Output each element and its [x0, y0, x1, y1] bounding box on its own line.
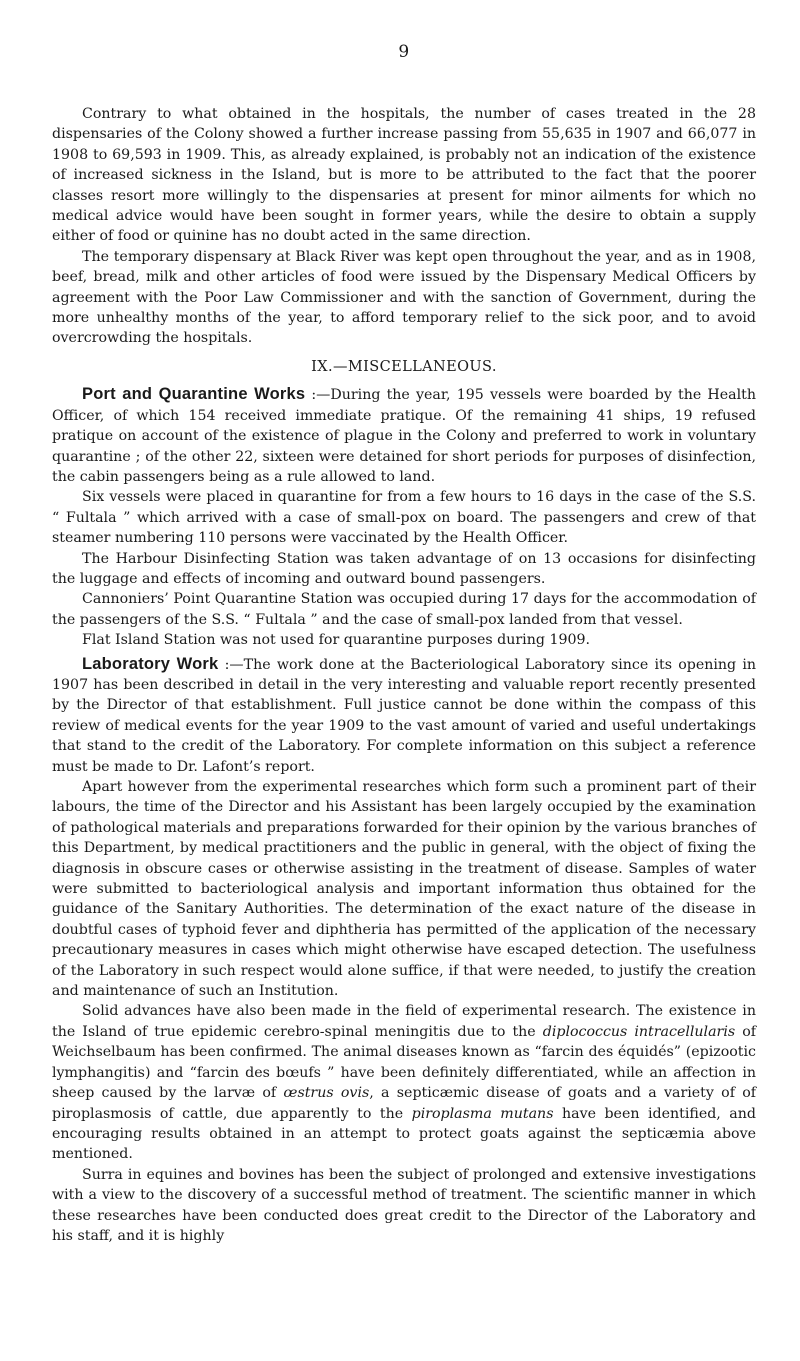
- laboratory-work-heading: Laboratory Work: [82, 654, 219, 673]
- paragraph-cannoniers-point: Cannoniers’ Point Quarantine Station was occupied during 17 days for the accommodation of the passengers of the S.S. “ Fultala ” and the case of small-pox landed from that vessel.: [52, 591, 756, 628]
- paragraph-black-river: The temporary dispensary at Black River was kept open throughout the year, and as in 1908, beef, bread, milk and other articles of food were issued by the Dispensary Medical Officers by agreement with the Poor Law Commissioner and with the sanction of Government, during the more unhealthy months of the year, to afford temporary relief to the sick poor, and to avoid overcrowding the hospitals.: [52, 248, 756, 347]
- paragraph-laboratory-work: [52, 654, 756, 777]
- body-text: [52, 104, 756, 1246]
- paragraph-dispensaries: Contrary to what obtained in the hospitals, the number of cases treated in the 28 dispensaries of the Colony showed a further increase passing from 55,635 in 1907 and 66,077 in 1908 to 69,593 in 1909. This, as already explained, is probably not an indication of the existence of increased sickness in the Island, but is more to be attributed to the fact that the poorer classes resort more willingly to the dispensaries at present for minor ailments for which no medical advice would have been sought in former years, while the desire to obtain a supply either of food or quinine has no doubt acted in the same direction.: [52, 106, 756, 245]
- research-text-1: Solid advances have also been made in the field of experimental research. The existence in the Island of true epidemic cerebro-spinal meningitis due to the: [52, 1003, 756, 1040]
- paragraph-harbour-disinfecting: The Harbour Disinfecting Station was taken advantage of on 13 occasions for disinfecting the luggage and effects of incoming and outward bound passengers.: [52, 550, 756, 587]
- port-quarantine-lead: :—During the year, 195 vessels were boarded by the Health Officer, of which 154 received immediate pratique. Of the remaining 41 ships, 19 refused pratique on account of the existence of plague in the Colony and preferred to work in voluntary quarantine ; of the other 22, sixteen were detained for short periods for purposes of disinfection, the cabin passengers being as a rule allowed to land.: [52, 387, 756, 485]
- paragraph-flat-island: Flat Island Station was not used for quarantine purposes during 1909.: [82, 632, 591, 649]
- paragraph-surra: Surra in equines and bovines has been the subject of prolonged and extensive investigations with a view to the discovery of a successful method of treatment. The scientific manner in which these researches have been conducted does great credit to the Director of the Laboratory and his staff, and it is highly: [52, 1166, 756, 1244]
- research-italic-piroplasma: piroplasma mutans: [411, 1105, 554, 1122]
- research-text-3: , a septicæmic disease of goats and a variety of of piroplasmosis of cattle, due apparently to the: [52, 1085, 756, 1122]
- page-number: 9: [398, 42, 410, 62]
- port-quarantine-heading: Port and Quarantine Works: [82, 385, 306, 404]
- research-text-2: of Weichselbaum has been confirmed. The animal diseases known as “farcin des équidés” (epizootic lymphangitis) and “farcin des bœufs ” have been definitely differentiated, while an affection in sheep caused by the larvæ of: [52, 1023, 757, 1102]
- research-text-4: have been identified, and encouraging results obtained in an attempt to protect goats against the septicæmia above mentioned.: [52, 1105, 756, 1163]
- section-heading: IX.—MISCELLANEOUS.: [311, 358, 497, 375]
- paragraph-laboratory-examinations: Apart however from the experimental researches which form such a prominent part of their labours, the time of the Director and his Assistant has been largely occupied by the examination of pathological materials and preparations forwarded for their opinion by the various branches of this Department, by medical practitioners and the public in general, with the object of fixing the diagnosis in obscure cases or otherwise assisting in the treatment of disease. Samples of water were submitted to bacteriological analysis and important information thus obtained for the guidance of the Sanitary Authorities. The determination of the exact nature of the disease in doubtful cases of typhoid fever and diphtheria has permitted of the application of the necessary precautionary measures in cases which might otherwise have escaped detection. The usefulness of the Laboratory in such respect would alone suffice, if that were needed, to justify the creation and maintenance of such an Institution.: [52, 779, 756, 1000]
- paragraph-port-quarantine: [52, 384, 756, 487]
- paragraph-fultala-quarantine: Six vessels were placed in quarantine for from a few hours to 16 days in the case of the S.S. “ Fultala ” which arrived with a case of small-pox on board. The passengers and crew of that steamer numbering 110 persons were vaccinated by the Health Officer.: [52, 489, 756, 547]
- research-italic-diplococcus: diplococcus intracellularis: [542, 1023, 736, 1040]
- laboratory-work-lead: :—The work done at the Bacteriological Laboratory since its opening in 1907 has been described in detail in the very interesting and valuable report recently presented by the Director of that establishment. Full justice cannot be done within the compass of this review of medical events for the year 1909 to the vast amount of varied and useful undertakings that stand to the credit of the Laboratory. For complete information on this subject a reference must be made to Dr. Lafont’s report.: [52, 656, 757, 775]
- paragraph-experimental-research: [52, 1001, 756, 1164]
- research-italic-oestrus: œstrus ovis: [283, 1085, 370, 1102]
